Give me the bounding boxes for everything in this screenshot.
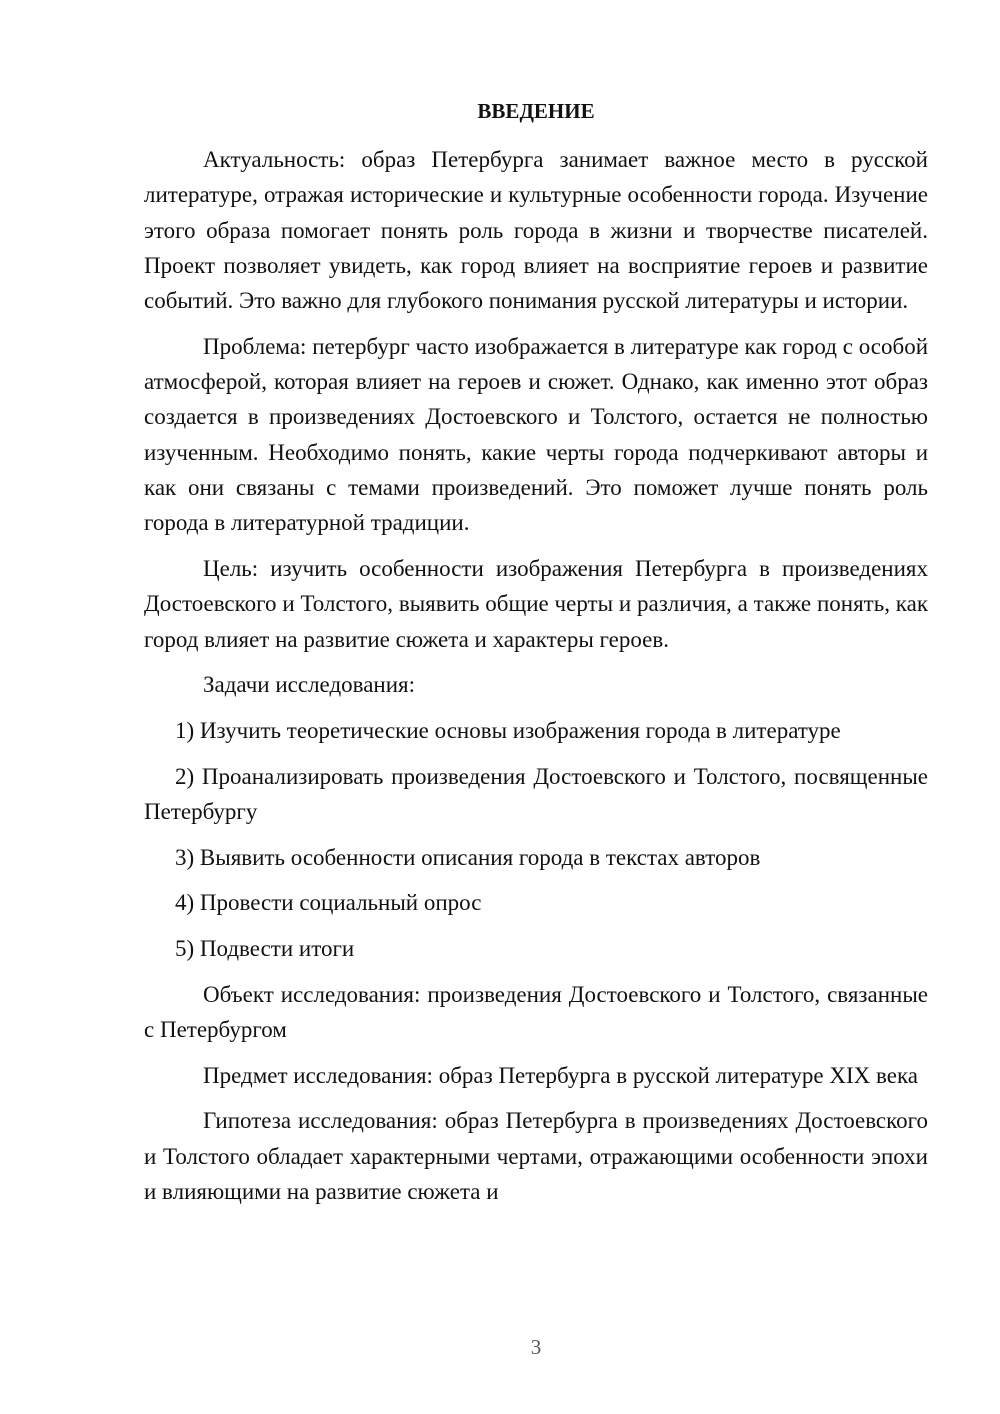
tasks-list — [144, 713, 928, 966]
list-item: 2) Проанализировать произведения Достоевского и Толстого, посвященные Петербургу — [144, 763, 928, 824]
paragraph-problem: Проблема: петербург часто изображается в литературе как город с особой атмосферой, которая влияет на героев и сюжет. Однако, как именно этот образ создается в произведениях Достоевского и Толстого, остается не полностью изученным. Необходимо понять, какие черты города подчеркивают авторы и как они связаны с темами произведений. Это поможет лучше понять роль города в литературной традиции. — [144, 333, 928, 536]
paragraph-relevance: Актуальность: образ Петербурга занимает важное место в русской литературе, отражая исторические и культурные особенности города. Изучение этого образа помогает понять роль города в жизни и творчестве писателей. Проект позволяет увидеть, как город влияет на восприятие героев и развитие событий. Это важно для глубокого понимания русской литературы и истории. — [144, 147, 928, 314]
tasks-heading: Задачи исследования: — [203, 672, 416, 698]
list-item: 4) Провести социальный опрос — [175, 890, 482, 916]
page-title: ВВЕДЕНИЕ — [477, 99, 595, 123]
paragraph-hypothesis: Гипотеза исследования: образ Петербурга в произведениях Достоевского и Толстого обладает характерными чертами, отражающими особенности эпохи и влияющими на развитие сюжета и — [144, 1108, 928, 1205]
list-item: 1) Изучить теоретические основы изображения города в литературе — [175, 718, 841, 744]
paragraph-object: Объект исследования: произведения Достоевского и Толстого, связанные с Петербургом — [144, 981, 928, 1043]
document-body — [144, 142, 928, 1220]
paragraph-goal: Цель: изучить особенности изображения Петербурга в произведениях Достоевского и Толстого, выявить общие черты и различия, а также понять, как город влияет на развитие сюжета и характеры героев. — [144, 556, 928, 652]
list-item: 5) Подвести итоги — [175, 936, 355, 962]
paragraph-subject: Предмет исследования: образ Петербурга в русской литературе XIX века — [203, 1062, 918, 1088]
page-number: 3 — [530, 1335, 542, 1359]
list-item: 3) Выявить особенности описания города в текстах авторов — [175, 844, 761, 870]
